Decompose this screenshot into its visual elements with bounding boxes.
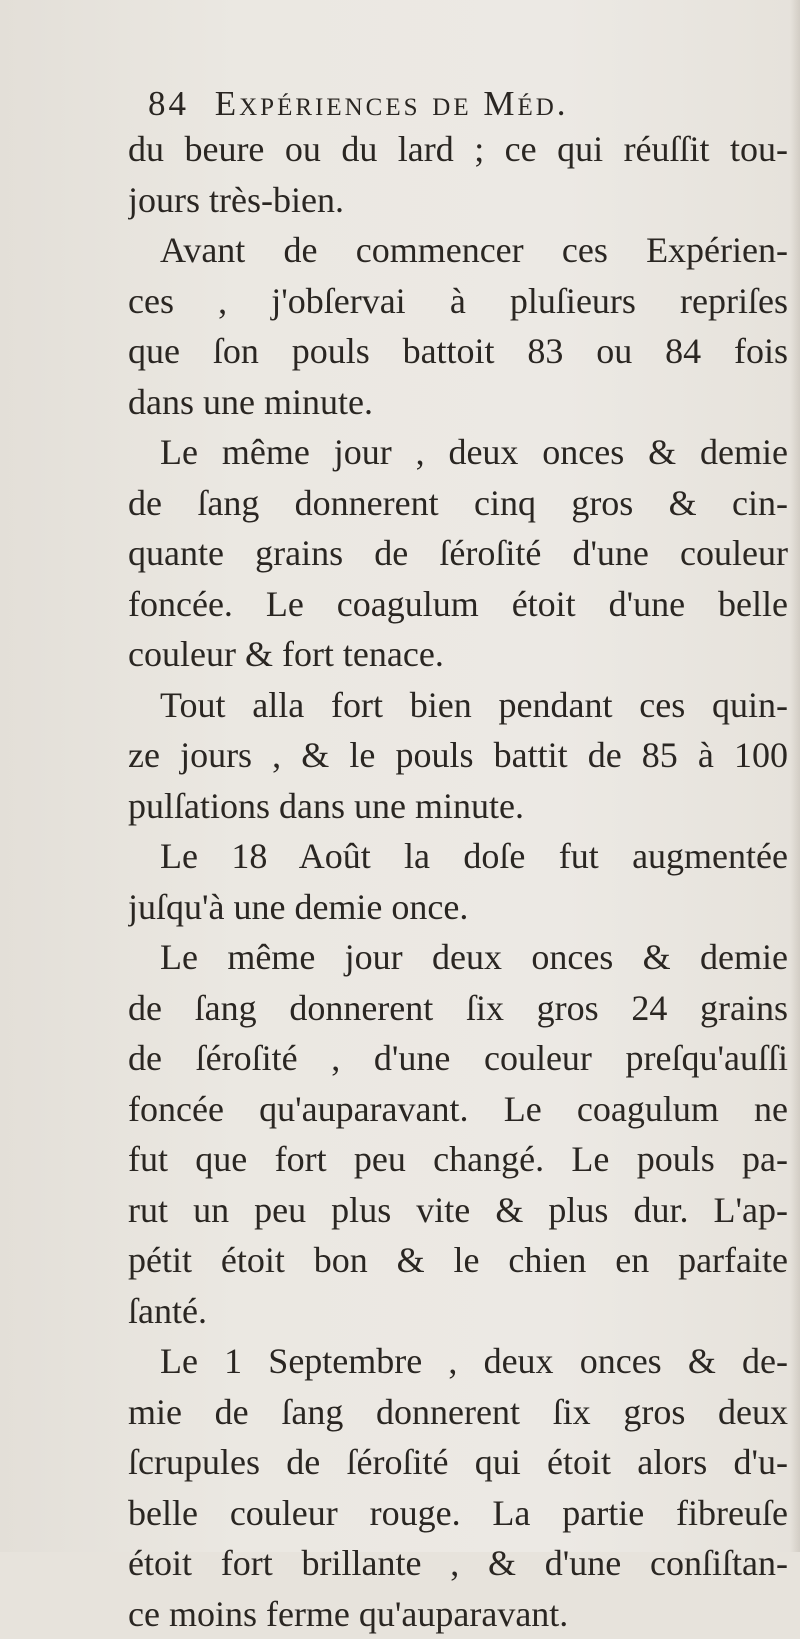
text-line: juſqu'à une demie once. (128, 882, 788, 933)
text-line: de ſang donnerent ſix gros 24 grains (128, 983, 788, 1034)
text-line: ce moins ferme qu'auparavant. (128, 1589, 788, 1639)
text-line: pétit étoit bon & le chien en parfaite (128, 1235, 788, 1286)
text-line: que ſon pouls battoit 83 ou 84 fois (128, 326, 788, 377)
text-line: de ſéroſité , d'une couleur preſqu'auſſi (128, 1033, 788, 1084)
text-line: belle couleur rouge. La partie fibreuſe (128, 1488, 788, 1539)
text-line: ces , j'obſervai à pluſieurs repriſes (128, 276, 788, 327)
page-number: 84 (148, 84, 189, 123)
text-line: quante grains de ſéroſité d'une couleur (128, 528, 788, 579)
text-line: étoit fort brillante , & d'une conſiſtan- (128, 1538, 788, 1589)
text-line: jours très-bien. (128, 175, 788, 226)
text-line: ſanté. (128, 1286, 788, 1337)
paragraph-first-line: Le 18 Août la doſe fut augmentée (128, 831, 788, 882)
text-line: mie de ſang donnerent ſix gros deux (128, 1387, 788, 1438)
text-line: foncée qu'auparavant. Le coagulum ne (128, 1084, 788, 1135)
text-line: de ſang donnerent cinq gros & cin- (128, 478, 788, 529)
text-line: ze jours , & le pouls battit de 85 à 100 (128, 730, 788, 781)
text-line: couleur & fort tenace. (128, 629, 788, 680)
text-line: du beure ou du lard ; ce qui réuſſit tou- (128, 124, 788, 175)
text-line: pulſations dans une minute. (128, 781, 788, 832)
text-line: ſcrupules de ſéroſité qui étoit alors d'u- (128, 1437, 788, 1488)
text-line: rut un peu plus vite & plus dur. L'ap- (128, 1185, 788, 1236)
running-title: Expériences de Méd. (215, 84, 569, 123)
paragraph-first-line: Le même jour , deux onces & demie (128, 427, 788, 478)
text-line: dans une minute. (128, 377, 788, 428)
paragraph-first-line: Le même jour deux onces & demie (128, 932, 788, 983)
page-header (148, 78, 788, 130)
body-text (128, 124, 788, 1639)
paragraph-first-line: Le 1 Septembre , deux onces & de- (128, 1336, 788, 1387)
text-line: fut que fort peu changé. Le pouls pa- (128, 1134, 788, 1185)
paragraph-first-line: Avant de commencer ces Expérien- (128, 225, 788, 276)
text-line: foncée. Le coagulum étoit d'une belle (128, 579, 788, 630)
paragraph-first-line: Tout alla fort bien pendant ces quin- (128, 680, 788, 731)
page-edge-shadow (790, 0, 800, 1552)
